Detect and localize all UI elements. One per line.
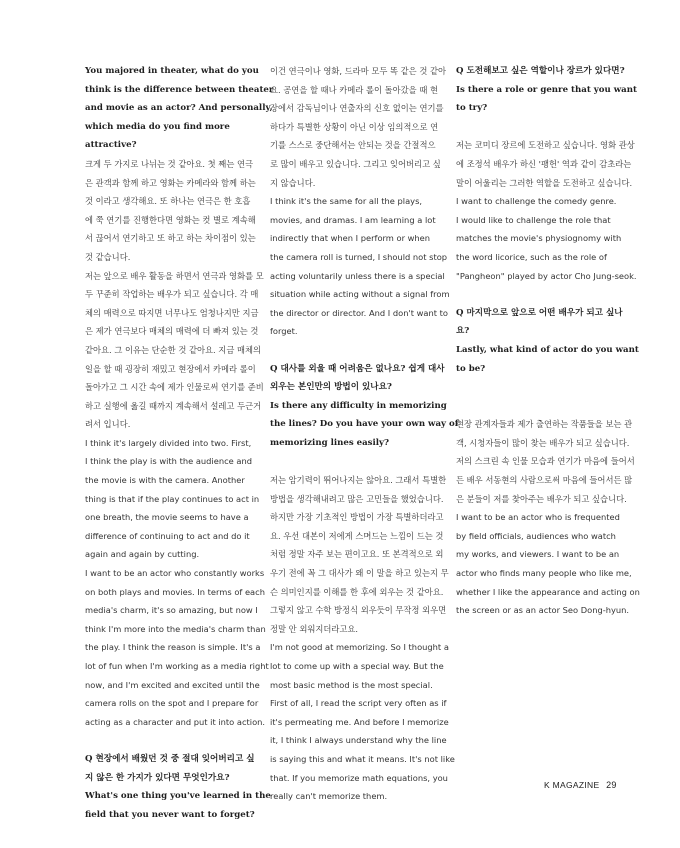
paragraph-gap (270, 341, 454, 360)
answer-line: 체의 매력으로 따지면 너무나도 엄청나지만 지금 (85, 307, 259, 318)
answer-line: I would like to challenge the role that (456, 214, 611, 225)
answer-line: I think it's the same for all the plays, (270, 196, 423, 207)
answer-line: it's permeating me. And before I memorize (270, 716, 449, 727)
question-line: You majored in theater, what do you (85, 66, 259, 76)
answer-line: 이건 연극이나 영화, 드라마 모두 똑 같은 것 같아 (270, 66, 447, 76)
answer-line: forget. (270, 326, 298, 337)
answer-line: media's charm, it's so amazing, but now I (85, 605, 258, 616)
question-line: 요? (456, 326, 470, 337)
answer-line: whether I like the appearance and acting on (456, 586, 640, 597)
answer-line: 요. 공연을 할 때나 카메라 롤이 돌아갔을 때 현 (270, 84, 439, 95)
answer-line: 저는 암기력이 뛰어나지는 않아요. 그래서 특별한 (270, 475, 447, 486)
question-line: memorizing lines easily? (270, 437, 390, 448)
answer-line: 은 분들이 저를 찾아주는 배우가 되고 싶습니다. (456, 493, 627, 504)
answer-line: 로 많이 배우고 있습니다. 그리고 잊어버리고 싶 (270, 158, 441, 169)
answer-line: 든 배우 서동현의 사람으로써 마음에 들어서든 많 (456, 475, 633, 486)
answer-line: the movie is with the camera. Another (85, 475, 245, 486)
answer-line: 은 제가 연극보다 매체의 매력에 더 빠져 있는 것 (85, 326, 259, 337)
magazine-name: K MAGAZINE (544, 780, 600, 790)
answer-line: the screen or as an actor Seo Dong-hyun. (456, 605, 630, 616)
answer-line: 우기 전에 꼭 그 대사가 왜 이 말을 하고 있는지 무 (270, 568, 449, 579)
answer-line: 저는 앞으로 배우 활동을 하면서 연극과 영화를 모 (85, 270, 264, 281)
answer-line: 말이 어울리는 그러한 역할을 도전하고 싶습니다. (456, 177, 633, 188)
question-line: Is there a role or genre that you want (456, 84, 637, 95)
answer-line: I think it's largely divided into two. First, (85, 437, 252, 448)
answer-line: now, and I'm excited and excited until the (85, 679, 260, 690)
answer-line: matches the movie's physiognomy with (456, 233, 622, 244)
answer-line: actor who finds many people who like me, (456, 568, 632, 579)
answer-line: 하지만 가장 기초적인 방법이 가장 특별하더라고 (270, 512, 444, 523)
question-line: which media do you find more (85, 121, 230, 132)
answer-line: 방법을 생각해내려고 많은 고민들을 했었습니다. (270, 493, 444, 504)
answer-line: I want to challenge the comedy genre. (456, 196, 617, 207)
question-line: Is there any difficulty in memorizing (270, 400, 447, 411)
paragraph-gap (456, 397, 640, 416)
answer-line: 지 않습니다. (270, 177, 316, 188)
answer-line: the camera roll is turned, I should not stop (270, 251, 448, 262)
answer-line: lot to come up with a special way. But the (270, 661, 444, 671)
question-line: think is the difference between theater (85, 84, 274, 95)
paragraph-gap (270, 452, 454, 471)
answer-line: it, I think I always understand why the line (270, 735, 447, 746)
answer-line: "Pangheon" played by actor Cho Jung-seok. (456, 270, 637, 281)
question-line: Q 도전해보고 싶은 역할이나 장르가 있다면? (456, 66, 625, 76)
page-number: 29 (606, 780, 617, 790)
answer-line: I think the play is with the audience and (85, 456, 253, 467)
answer-line: 슨 의미인지를 이해를 한 후에 외우는 것 같아요. (270, 586, 444, 597)
answer-line: situation while acting without a signal from (270, 289, 450, 300)
answer-line: 정말 안 외워지더라고요. (270, 623, 359, 634)
answer-line: my works, and viewers. I want to be an (456, 549, 620, 560)
answer-line: I'm not good at memorizing. So I thought a (270, 642, 449, 653)
answer-line: acting as a character and put it into action. (85, 716, 266, 727)
answer-line: by field officials, audiences who watch (456, 530, 616, 541)
answer-line: 크게 두 가지로 나뉘는 것 같아요. 첫 째는 연극 (85, 158, 254, 169)
answer-line: 장에서 감독님이나 연출자의 신호 없이는 연기를 (270, 103, 444, 114)
answer-line: 그렇지 않고 수학 방정식 외우듯이 무작정 외우면 (270, 605, 447, 616)
answer-line: 돌아가고 그 시간 속에 제가 인물로써 연기를 준비 (85, 382, 264, 393)
answer-line: 것 이라고 생각해요. 또 하나는 연극은 한 호흡 (85, 196, 251, 207)
answer-line: think I'm more into the media's charm than (85, 623, 266, 634)
article-column-2 (270, 62, 459, 806)
answer-line: again and again by cutting. (85, 549, 200, 560)
answer-line: 같아요. 그 이유는 단순한 것 같아요. 지금 매체의 (85, 344, 262, 355)
answer-line: the word licorice, such as the role of (456, 251, 607, 262)
answer-line: one breath, the movie seems to have a (85, 512, 249, 523)
answer-line: that. If you memorize math equations, you (270, 772, 448, 783)
question-line: 지 않은 한 가지가 있다면 무엇인가요? (85, 772, 230, 783)
answer-line: 서 끊어서 연기하고 또 하고 하는 차이점이 있는 (85, 233, 256, 244)
paragraph-gap (85, 731, 269, 750)
article-column-1 (85, 62, 274, 824)
answer-line: 은 관객과 함께 하고 영화는 카메라와 함께 하는 (85, 177, 256, 188)
answer-line: 것 같습니다. (85, 251, 131, 262)
question-line: to be? (456, 363, 486, 374)
question-line: the lines? Do you have your own way of (270, 419, 459, 430)
answer-line: I want to be an actor who constantly works (85, 568, 265, 579)
article-column-3 (456, 62, 640, 620)
answer-line: 려서 입니다. (85, 419, 131, 430)
answer-line: lot of fun when I'm working as a media right (85, 661, 269, 671)
answer-line: 기를 스스로 중단해서는 안되는 것을 간절적으 (270, 140, 436, 151)
question-line: Lastly, what kind of actor do you want (456, 344, 639, 355)
question-line: attractive? (85, 140, 137, 151)
answer-line: 두 꾸준히 작업하는 배우가 되고 싶습니다. 각 매 (85, 289, 259, 300)
answer-line: most basic method is the most special. (270, 679, 433, 690)
answer-line: the director or director. And I don't want to (270, 307, 448, 318)
question-line: field that you never want to forget? (85, 809, 255, 820)
paragraph-gap (456, 285, 640, 304)
answer-line: the play. I think the reason is simple. It's a (85, 642, 261, 653)
question-line: Q 마지막으로 앞으로 어떤 배우가 되고 싶나 (456, 307, 623, 318)
answer-line: 일을 할 때 굉장히 재밌고 현장에서 카메라 롤이 (85, 363, 256, 374)
answer-line: on both plays and movies. In terms of each (85, 586, 265, 597)
paragraph-gap (456, 118, 640, 137)
question-line: Q 대사를 외울 때 어려움은 없나요? 쉽게 대사 (270, 363, 445, 374)
answer-line: I want to be an actor who is frequented (456, 512, 620, 523)
answer-line: difference of continuing to act and do it (85, 530, 250, 541)
answer-line: 현장 관계자들과 제가 출연하는 작품들을 보는 관 (456, 419, 633, 430)
question-line: Q 현장에서 배웠던 것 중 절대 잊어버리고 싶 (85, 753, 255, 764)
answer-line: First of all, I read the script very often as if (270, 698, 447, 709)
answer-line: 객, 시청자들이 많이 찾는 배우가 되고 싶습니다. (456, 437, 630, 448)
answer-line: 처럼 정말 자주 보는 편이고요. 또 본격적으로 외 (270, 549, 444, 560)
page-footer (544, 780, 617, 790)
answer-line: 저는 코미디 장르에 도전하고 싶습니다. 영화 관상 (456, 140, 635, 151)
answer-line: thing is that if the play continues to act in (85, 493, 260, 504)
paragraph-gap (456, 378, 640, 397)
answer-line: is saying this and what it means. It's not like (270, 753, 455, 764)
answer-line: 요. 우선 대본이 저에게 스며드는 느낌이 드는 것 (270, 530, 444, 541)
question-line: to try? (456, 103, 488, 114)
answer-line: 하다가 특별한 상황이 아닌 이상 임의적으로 연 (270, 121, 439, 132)
answer-line: 하고 실행에 옮길 때까지 계속해서 설레고 두근거 (85, 400, 262, 411)
answer-line: indirectly that when I perform or when (270, 233, 431, 244)
question-line: and movie as an actor? And personally, (85, 103, 273, 114)
answer-line: 에 쭉 연기를 진행한다면 영화는 컷 별로 계속해 (85, 214, 256, 225)
answer-line: 저의 스크린 속 인물 모습과 연기가 마음에 들어서 (456, 456, 635, 467)
answer-line: acting voluntarily unless there is a special (270, 270, 445, 281)
question-line: 외우는 본인만의 방법이 있나요? (270, 382, 392, 393)
question-line: What's one thing you've learned in the (85, 791, 271, 802)
answer-line: 에 조정석 배우가 하신 '팽헌' 역과 같이 감초라는 (456, 158, 632, 169)
answer-line: really can't memorize them. (270, 791, 388, 802)
answer-line: camera rolls on the spot and I prepare for (85, 698, 259, 709)
answer-line: movies, and dramas. I am learning a lot (270, 214, 436, 225)
